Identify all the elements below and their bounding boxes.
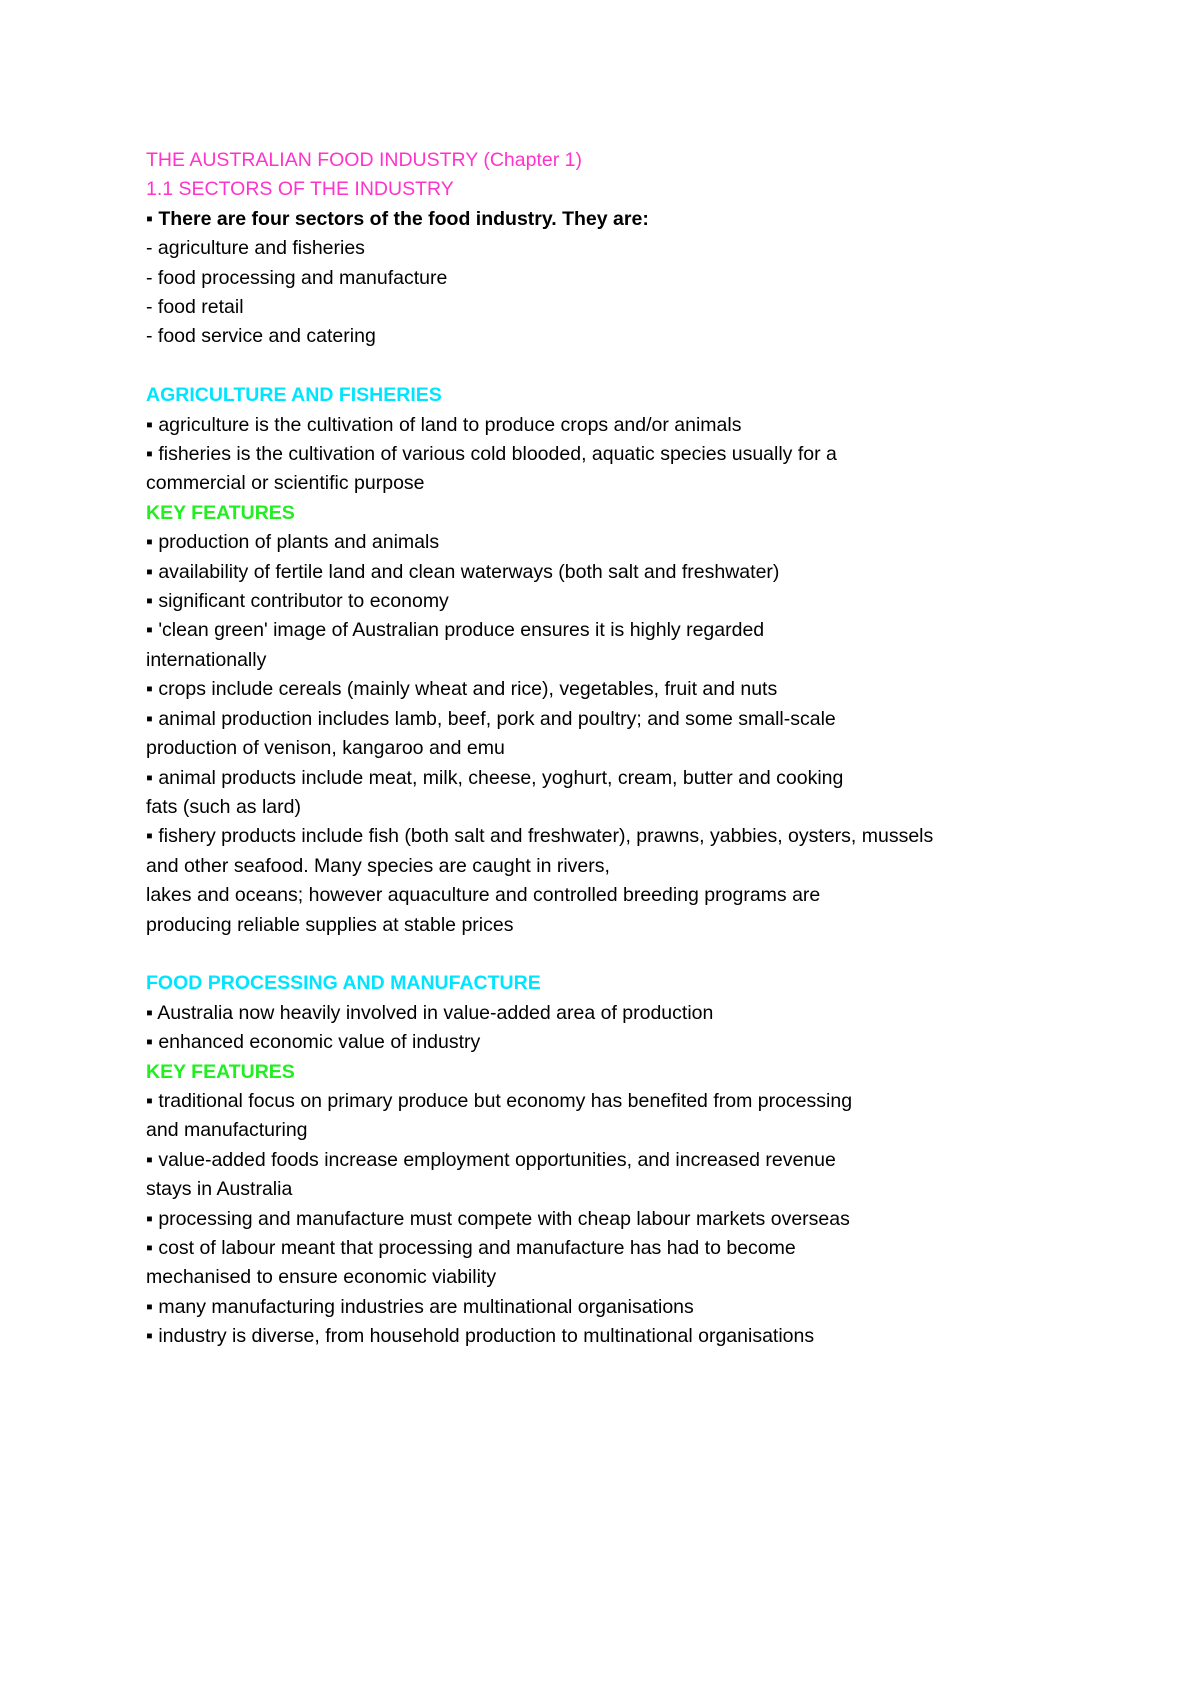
intro-line: ▪ There are four sectors of the food industry. They are: <box>146 207 649 230</box>
processing-key-features-heading: KEY FEATURES <box>146 1060 295 1083</box>
sector-item: - food service and catering <box>146 325 376 348</box>
agriculture-feature: ▪ fishery products include fish (both salt and freshwater), prawns, yabbies, oysters, mussels <box>146 825 934 848</box>
sector-item: - food retail <box>146 296 244 319</box>
agriculture-line: commercial or scientific purpose <box>146 472 425 495</box>
processing-line: ▪ enhanced economic value of industry <box>146 1031 481 1054</box>
processing-feature: ▪ value-added foods increase employment opportunities, and increased revenue <box>146 1148 836 1171</box>
agriculture-feature: production of venison, kangaroo and emu <box>146 737 505 760</box>
agriculture-feature: ▪ production of plants and animals <box>146 531 440 554</box>
document-title: THE AUSTRALIAN FOOD INDUSTRY (Chapter 1) <box>146 149 582 171</box>
document-content <box>146 146 1086 1352</box>
processing-line: ▪ Australia now heavily involved in value-added area of production <box>146 1001 714 1024</box>
agriculture-heading: AGRICULTURE AND FISHERIES <box>146 384 442 407</box>
agriculture-feature: fats (such as lard) <box>146 795 301 818</box>
sector-item: - food processing and manufacture <box>146 266 448 289</box>
processing-feature: and manufacturing <box>146 1119 308 1142</box>
agriculture-line: ▪ fisheries is the cultivation of various cold blooded, aquatic species usually for a <box>146 443 837 466</box>
agriculture-key-features-heading: KEY FEATURES <box>146 501 295 524</box>
section-title: 1.1 SECTORS OF THE INDUSTRY <box>146 178 454 201</box>
processing-feature: mechanised to ensure economic viability <box>146 1266 497 1289</box>
processing-feature: ▪ cost of labour meant that processing and manufacture has had to become <box>146 1237 796 1259</box>
agriculture-feature: ▪ availability of fertile land and clean waterways (both salt and freshwater) <box>146 560 780 583</box>
spacer <box>146 940 1086 969</box>
processing-heading: FOOD PROCESSING AND MANUFACTURE <box>146 972 541 995</box>
agriculture-feature: ▪ animal production includes lamb, beef, pork and poultry; and some small-scale <box>146 707 836 730</box>
processing-feature: ▪ processing and manufacture must compete with cheap labour markets overseas <box>146 1207 850 1230</box>
agriculture-feature: ▪ 'clean green' image of Australian produce ensures it is highly regarded <box>146 619 765 642</box>
sector-item: - agriculture and fisheries <box>146 237 365 260</box>
agriculture-feature: ▪ significant contributor to economy <box>146 590 449 613</box>
agriculture-line: ▪ agriculture is the cultivation of land to produce crops and/or animals <box>146 413 742 436</box>
processing-feature: ▪ traditional focus on primary produce but economy has benefited from processing <box>146 1089 853 1112</box>
agriculture-feature: and other seafood. Many species are caught in rivers, <box>146 854 610 877</box>
processing-feature: ▪ many manufacturing industries are multinational organisations <box>146 1295 694 1318</box>
processing-feature: stays in Australia <box>146 1178 293 1201</box>
processing-feature: ▪ industry is diverse, from household production to multinational organisations <box>146 1325 815 1348</box>
agriculture-feature: producing reliable supplies at stable prices <box>146 913 514 936</box>
agriculture-feature: ▪ crops include cereals (mainly wheat and rice), vegetables, fruit and nuts <box>146 678 778 701</box>
agriculture-feature: ▪ animal products include meat, milk, cheese, yoghurt, cream, butter and cooking <box>146 766 844 789</box>
spacer <box>146 352 1086 381</box>
agriculture-feature: lakes and oceans; however aquaculture and controlled breeding programs are <box>146 884 821 907</box>
agriculture-feature: internationally <box>146 648 267 671</box>
